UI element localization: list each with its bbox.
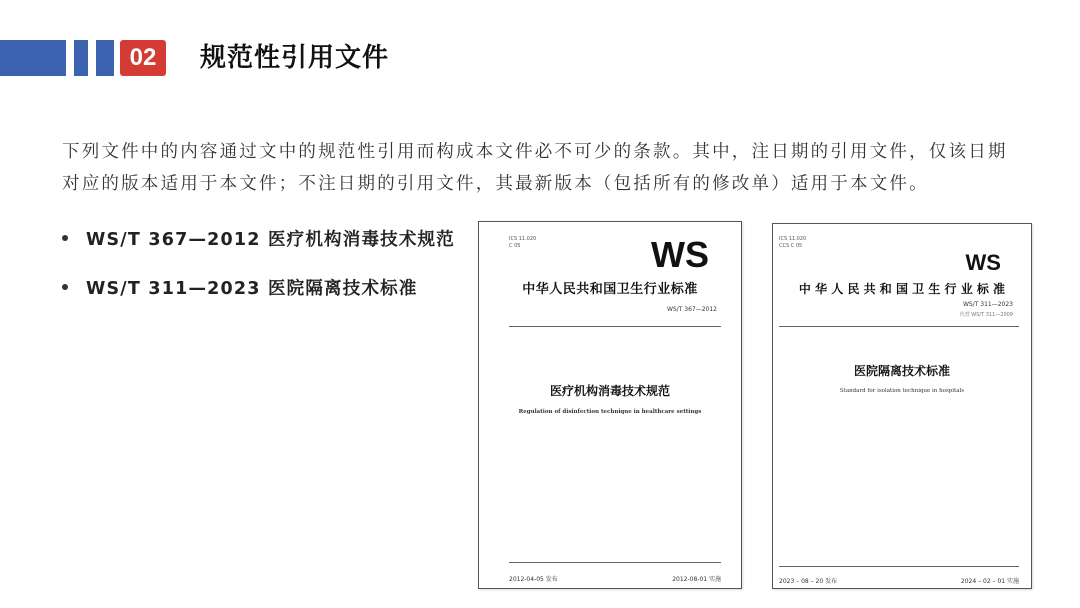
implementation-date: 2012-08-01 实施 bbox=[672, 576, 721, 583]
section-number-badge: 02 bbox=[120, 40, 166, 76]
issue-date: 2012-04-05 发布 bbox=[509, 576, 558, 583]
ccs-code: C 05 bbox=[509, 243, 521, 249]
list-item bbox=[62, 271, 455, 303]
ws-logo: WS bbox=[651, 234, 709, 275]
ics-code: ICS 11.020 bbox=[779, 236, 807, 242]
divider bbox=[779, 566, 1019, 567]
document-cover-ws-t-367 bbox=[478, 221, 742, 589]
standard-title-en: Regulation of disinfection technique in healthcare settings bbox=[518, 409, 702, 415]
header-bar-decoration bbox=[74, 40, 88, 76]
list-item bbox=[62, 222, 455, 254]
header-bar-decoration bbox=[0, 40, 66, 76]
ws-logo: WS bbox=[965, 250, 1001, 275]
issue-date: 2023 – 08 – 20 发布 bbox=[779, 578, 838, 585]
standard-title-en: Standard for isolation technique in hospitals bbox=[839, 388, 965, 394]
issuing-organization: 中华人民共和国卫生行业标准 bbox=[522, 282, 698, 297]
implementation-date: 2024 – 02 – 01 实施 bbox=[960, 578, 1019, 585]
ics-code: ICS 11.020 bbox=[509, 236, 537, 242]
issuing-organization: 中 华 人 民 共 和 国 卫 生 行 业 标 准 bbox=[798, 282, 1006, 296]
cover-codes bbox=[509, 236, 536, 250]
bullet-icon bbox=[62, 284, 68, 290]
ccs-code: CCS C 05 bbox=[779, 243, 803, 249]
bullet-icon bbox=[62, 235, 68, 241]
divider bbox=[509, 326, 721, 327]
standard-title-cn: 医院隔离技术标准 bbox=[853, 364, 950, 378]
reference-list bbox=[62, 222, 455, 320]
intro-paragraph: 下列文件中的内容通过文中的规范性引用而构成本文件必不可少的条款。其中，注日期的引用文件，仅该日期对应的版本适用于本文件；不注日期的引用文件，其最新版本（包括所有的修改单）适用于本文件。 bbox=[62, 142, 1008, 194]
standard-title-cn: 医疗机构消毒技术规范 bbox=[549, 384, 670, 398]
header-bar-decoration bbox=[96, 40, 114, 76]
reference-text: WS/T 311—2023 医院隔离技术标准 bbox=[86, 278, 418, 299]
replaces-note: 代替 WS/T 311—2009 bbox=[959, 312, 1013, 318]
standard-number: WS/T 311—2023 bbox=[962, 301, 1013, 308]
cover-codes bbox=[779, 236, 806, 250]
divider bbox=[779, 326, 1019, 327]
divider bbox=[509, 562, 721, 563]
section-title: 规范性引用文件 bbox=[200, 43, 390, 73]
reference-text: WS/T 367—2012 医疗机构消毒技术规范 bbox=[86, 229, 455, 250]
standard-number: WS/T 367—2012 bbox=[666, 306, 717, 313]
document-cover-ws-t-311 bbox=[772, 223, 1032, 589]
